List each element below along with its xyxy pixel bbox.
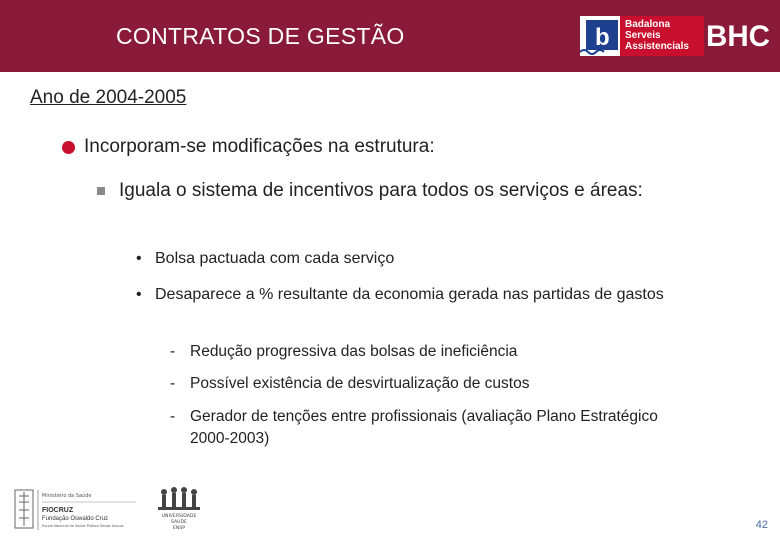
- level2-item: [97, 178, 717, 204]
- header-bar: [0, 0, 780, 72]
- bullet-icon: •: [136, 286, 142, 303]
- level4-text: Redução progressiva das bolsas de ineficiência: [190, 343, 518, 360]
- grey-square-icon: [97, 187, 105, 195]
- level4-text: Gerador de tenções entre profissionais (avaliação Plano Estratégico 2000-2003): [190, 408, 658, 447]
- logo2-text-2: SAUDE: [171, 520, 187, 525]
- badalona-b-logo: [580, 16, 620, 56]
- badalona-serveis-logo: [620, 16, 704, 56]
- level3-item: [136, 247, 716, 270]
- logo-bhc-text: BHC: [706, 20, 770, 50]
- red-dot-icon: [62, 141, 75, 154]
- logo-bsa-line-3: Assistencials: [625, 41, 689, 52]
- logo2-text-1: UNIVERSIDADE: [161, 514, 197, 519]
- level3-text: Desaparece a % resultante da economia gerada nas partidas de gastos: [155, 286, 664, 303]
- logo-bsa-line-1: Badalona: [625, 19, 671, 30]
- page-number: 42: [755, 519, 768, 531]
- dash-icon: -: [170, 408, 176, 425]
- logo-b-letter: b: [595, 24, 610, 51]
- level1-text: Incorporam-se modificações na estrutura:: [84, 136, 435, 157]
- bullet-icon: •: [136, 250, 142, 267]
- logo2-text-3: ENSP: [172, 526, 186, 531]
- level2-text: Iguala o sistema de incentivos para todos os serviços e áreas:: [119, 180, 643, 201]
- bhc-logo: [706, 20, 772, 50]
- level4-item: [170, 341, 690, 363]
- page-title: CONTRATOS DE GESTÃO: [116, 23, 405, 49]
- fiocruz-logo: [14, 488, 138, 532]
- dash-icon: -: [170, 375, 176, 392]
- ensp-logo: [152, 484, 206, 534]
- logo1-tiny: Escola Nacional de Saúde Pública Sergio Arouca: [42, 524, 124, 528]
- level4-item: [170, 406, 690, 450]
- level3-text: Bolsa pactuada com cada serviço: [155, 250, 395, 267]
- logo1-top-text: Ministério da Saúde: [42, 493, 92, 499]
- level1-item: [62, 136, 435, 158]
- level4-item: [170, 373, 690, 395]
- level3-item: [136, 283, 716, 306]
- logo-bsa-line-2: Serveis: [625, 30, 661, 41]
- logo1-name: FIOCRUZ: [42, 507, 74, 514]
- year-heading: Ano de 2004-2005: [30, 87, 187, 108]
- dash-icon: -: [170, 343, 176, 360]
- logo1-sub: Fundação Oswaldo Cruz: [42, 516, 109, 522]
- level4-text: Possível existência de desvirtualização de custos: [190, 375, 530, 392]
